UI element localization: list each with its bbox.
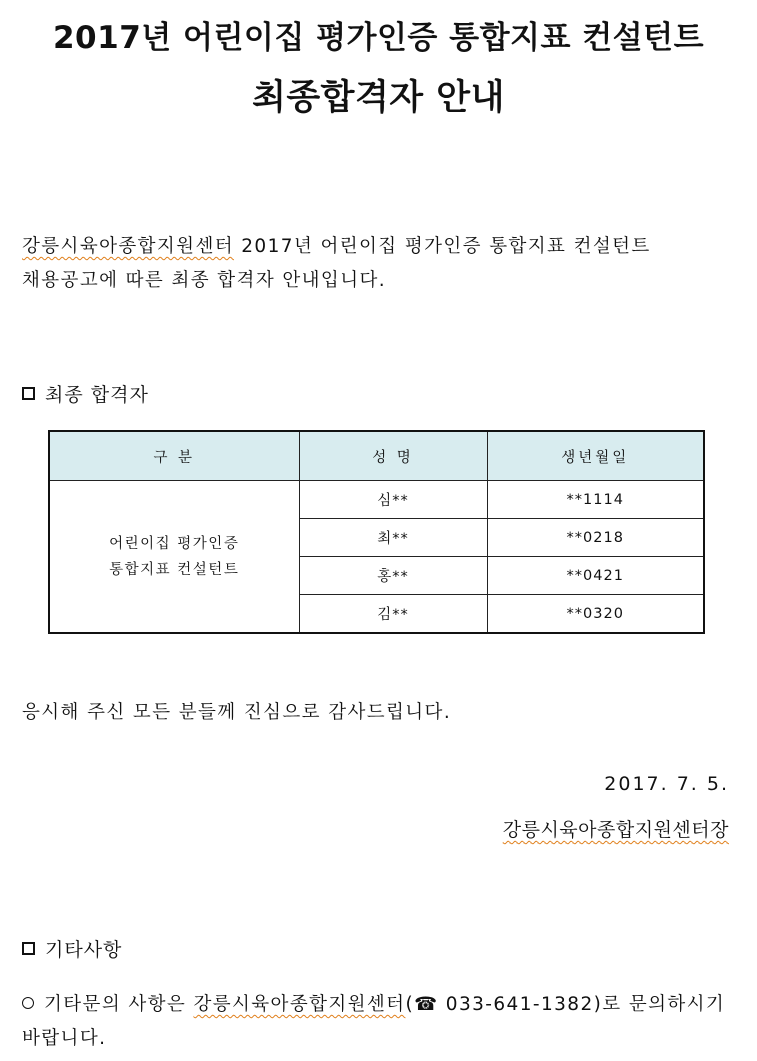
name-cell: 김** (299, 595, 487, 634)
intro-line-2: 채용공고에 따른 최종 합격자 안내입니다. (22, 270, 387, 291)
category-line-1: 어린이집 평가인증 (109, 535, 240, 552)
square-bullet-icon (22, 387, 35, 400)
etc-center-name: 강릉시육아종합지원센터 (193, 994, 406, 1015)
section-etc-heading (22, 935, 122, 962)
circle-bullet-icon (22, 997, 34, 1009)
table-header-row (49, 431, 704, 481)
name-cell: 심** (299, 481, 487, 519)
header-name: 성 명 (299, 431, 487, 481)
title-line-1: 2017년 어린이집 평가인증 통합지표 컨설턴트 (52, 20, 705, 56)
etc-line-1-pre: 기타문의 사항은 (44, 994, 194, 1015)
header-category: 구 분 (49, 431, 299, 481)
birth-cell: **0421 (487, 557, 704, 595)
birth-cell: **0218 (487, 519, 704, 557)
title-line-2: 최종합격자 안내 (252, 78, 505, 118)
birth-cell: **0320 (487, 595, 704, 634)
section-etc-label: 기타사항 (45, 939, 123, 961)
category-cell (49, 481, 299, 634)
section-result-heading (22, 380, 149, 407)
table-row (49, 481, 704, 519)
intro-line-1 (22, 232, 651, 258)
etc-line-2: 바랍니다. (22, 1028, 107, 1049)
name-cell: 홍** (299, 557, 487, 595)
header-birthdate: 생년월일 (487, 431, 704, 481)
signer-name: 강릉시육아종합지원센터장 (502, 819, 729, 841)
etc-line-1-post: (☎ 033-641-1382)로 문의하시기 (405, 994, 726, 1015)
birth-cell: **1114 (487, 481, 704, 519)
square-bullet-icon (22, 942, 35, 955)
intro-line-1-rest: 2017년 어린이집 평가인증 통합지표 컨설턴트 (233, 236, 651, 257)
thanks-text: 응시해 주신 모든 분들께 진심으로 감사드립니다. (22, 702, 452, 723)
section-result-label: 최종 합격자 (45, 384, 149, 406)
center-name-text: 강릉시육아종합지원센터 (22, 236, 234, 257)
name-cell: 최** (299, 519, 487, 557)
document-date: 2017. 7. 5. (604, 773, 729, 795)
etc-line-1 (22, 990, 725, 1016)
category-line-2: 통합지표 컨설턴트 (109, 561, 240, 578)
result-table (48, 430, 705, 634)
